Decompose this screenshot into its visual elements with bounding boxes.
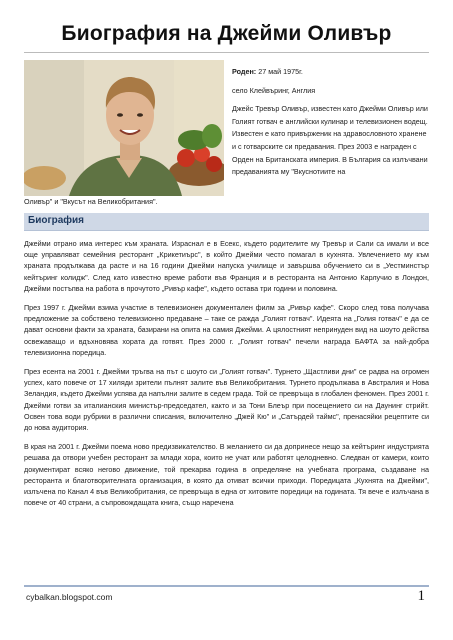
body-paragraph: През 1997 г. Джейми взима участие в телевизионен документален филм за „Ривър кафе". Скоро след това получава предложение за собствено телевизионно предаване – таке се ражда „Голият готвач". Идеята на „Голия готвач" е да се дават основни факти за храната, базирани на опита на самия Джейми. А цялостният непринуден вид на шоуто действа освежаващо и вдъхновява хората да готвят. През 2000 г. „Голият готвач" печели награда БАФТА за най-добра телевизионна поредица.	[24, 303, 429, 357]
page-title: Биография на Джейми Оливър	[61, 22, 392, 45]
body-paragraph: Джейми отрано има интерес към храната. Израснал е в Есекс, където родителите му Тревър и Сали са имали и все още управляват семейния ресторант „Крикетиърс", в който Джейми често помагал в кухнята. Увлечението му към храната продължава да расте и на 16 години Джейми напуска училище и завършва обучението си в „Уестминстър кейтъринг колидж". След като известно време работи във Франция и в ресторанта на Антонио Карлучио в Лондон, Джейми постъпва на работа в прочутото „Ривър кафе", където остава три години и половина.	[24, 239, 429, 293]
title-divider	[24, 52, 429, 53]
portrait-illustration	[24, 60, 224, 196]
birthplace: село Клейвъринг, Англия	[232, 85, 316, 95]
section-heading-bar	[24, 213, 429, 231]
portrait-photo	[24, 60, 224, 196]
page-number: 1	[417, 588, 425, 604]
section-heading: Биография	[28, 215, 85, 226]
born-date: 27 май 1975г.	[258, 67, 303, 76]
born-line	[232, 66, 432, 79]
born-label: Роден:	[232, 67, 257, 76]
intro-text: Джейс Тревър Оливър, известен като Джейми Оливър или Голият готвач е английски кулинар и телевизионен водещ. Известен е като привърженик на здравословното хранене и с готварските си предавания. През 2003 е награден с Орден на Британската империя. В България са излъчвани предаванията му "Вкуснотиите на	[232, 104, 428, 177]
footer-site-link[interactable]: cybalkan.blogspot.com	[26, 592, 113, 602]
infobox	[232, 66, 432, 179]
footer-divider	[24, 585, 429, 587]
body-paragraph: През есента на 2001 г. Джейми тръгва на път с шоуто си „Голият готвач". Турнето „Щастливи дни" се радва на огромен успех, като повече от 17 хиляди зрители пълнят залите във Великобритания. Турнето продължава в Австралия и Нова Зеландия, където Джейми успява да напълни залите в седем града. Той се превръща в глобален феномен. През 2001 г. Джейми готви за италианския министър-председател, както и за Тони Блеър при посещението си на Даунинг стрийт. Освен това води рубрики в различни списания, включително „Джей Кю" и „Сатърдей таймс", пренасяйки рецептите си до нова аудитория.	[24, 367, 429, 433]
article-body	[24, 238, 429, 516]
intro-continuation: Оливър" и "Вкусът на Великобритания".	[24, 197, 158, 206]
body-paragraph: В края на 2001 г. Джейми поема ново предизвикателство. В желанието си да допринесе нещо за кейтъринг индустрията решава да отвори учебен ресторант за млади хора, които не учат или работят целодневно. Следван от камери, които документират всяко негово движение, той прекарва година в определяне на учебната програма, създаване на ресторанта и благотворителната организация, в която да отиват всички приходи. Поредицата „Кухнята на Джейми", излъчена по Канал 4 във Великобритания, се превръща в една от хитовите поредици на годината. Тя вече е излъчана в повече от 40 страни, а съпровождащата книга, също наречена	[24, 442, 429, 508]
